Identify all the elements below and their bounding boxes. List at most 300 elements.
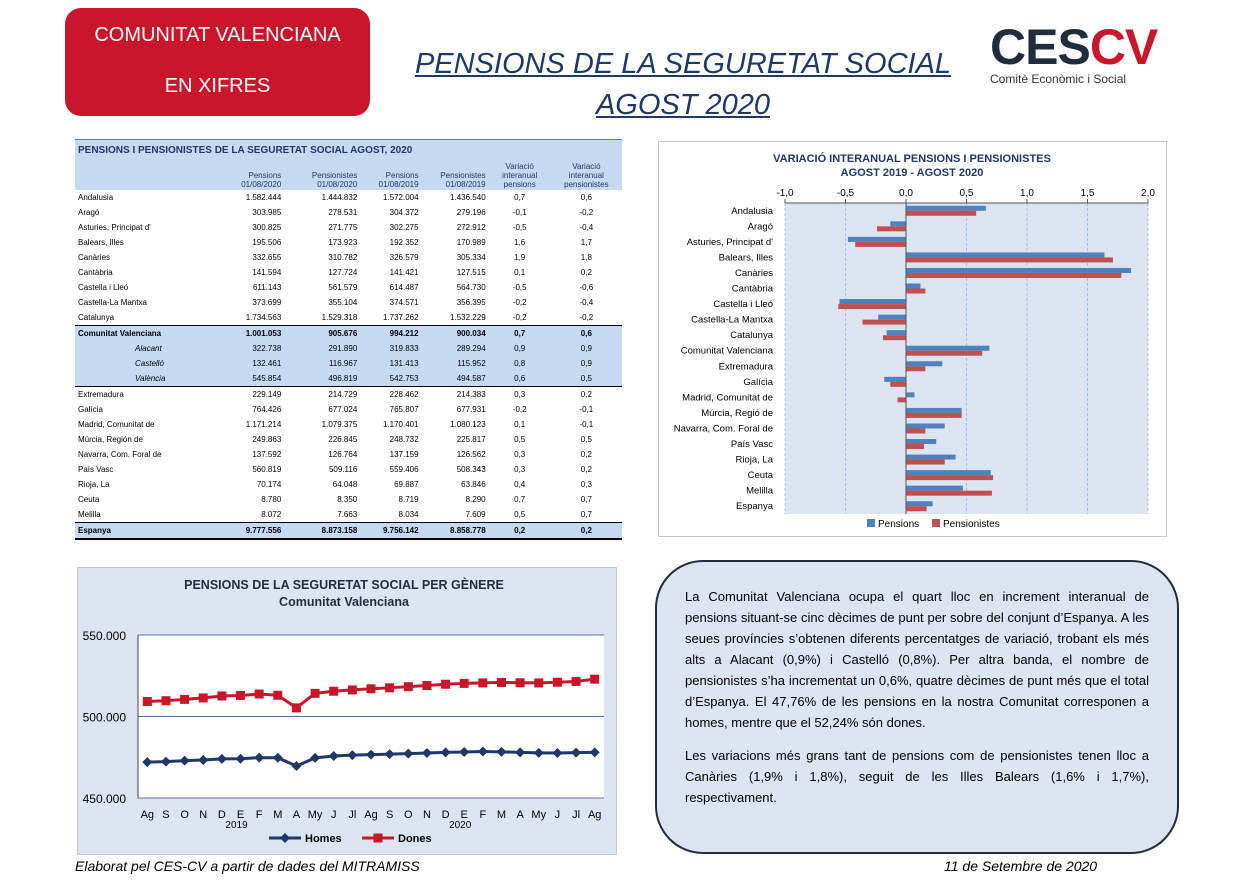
table-cell: 127.515 [456, 268, 486, 277]
data-point [180, 695, 189, 704]
table-header-cell [75, 161, 224, 190]
table-cell: 677.931 [456, 405, 486, 414]
table-cell: 0,6 [489, 371, 551, 387]
bar-pensionistes [906, 273, 1121, 278]
bar-pensions [906, 501, 933, 506]
table-cell: 0,5 [580, 435, 592, 444]
chart-subtitle: AGOST 2019 - AGOST 2020 [840, 167, 984, 179]
table-cell: 374.571 [389, 298, 419, 307]
table-cell: 1.582.444 [245, 193, 282, 202]
category-label: País Vasc [730, 439, 773, 451]
x-tick-label: S [385, 809, 394, 821]
bar-pensions [906, 439, 936, 444]
table-cell: 356.395 [456, 298, 486, 307]
x-tick-label: D [441, 809, 450, 821]
bar-pensionistes [906, 444, 924, 449]
x-tick-label: N [422, 809, 431, 821]
table-cell: -0,5 [512, 223, 527, 232]
table-cell: 9.756.142 [360, 523, 421, 540]
data-point [367, 684, 376, 693]
table-cell: 1.079.375 [321, 420, 358, 429]
table-cell: 278.531 [328, 208, 358, 217]
table-row [75, 402, 622, 417]
table-cell: 1.734.563 [245, 313, 282, 322]
badge-line-2: EN XIFRES [164, 75, 271, 97]
chart-title: VARIACIÓ INTERANUAL PENSIONS I PENSIONISTES [773, 153, 1051, 165]
y-tick-label: 450.000 [82, 792, 126, 806]
table-cell: 1.001.053 [224, 326, 284, 342]
x-tick-label: F [479, 809, 487, 821]
table-cell: 0,8 [489, 356, 551, 371]
table-cell: -0,1 [579, 405, 594, 414]
table-cell: 0,7 [489, 326, 551, 342]
table-cell: 7.663 [337, 510, 358, 519]
table-cell: 8.034 [398, 510, 419, 519]
bar-pensions [906, 392, 914, 397]
table-cell: 141.421 [389, 268, 419, 277]
table-cell: -0,2 [512, 298, 527, 307]
table-cell: 0,5 [514, 510, 526, 519]
bar-pensionistes [906, 475, 993, 480]
logo-cv: CV [1089, 19, 1158, 75]
x-tick-label: S [162, 809, 170, 821]
table-row [75, 205, 622, 220]
legend-swatch [867, 519, 875, 527]
badge-line-1: COMUNITAT VALENCIANA [94, 24, 341, 46]
table-row [75, 523, 622, 540]
bar-pensionistes [890, 382, 906, 387]
table-cell: 279.196 [456, 208, 486, 217]
table-cell: -0,2 [579, 313, 594, 322]
table-cell: 302.275 [389, 223, 419, 232]
bar-pensions [906, 423, 945, 428]
data-point [329, 687, 338, 696]
category-label: Andalusia [731, 205, 773, 217]
logo-subtitle: Comitè Econòmic i Social [990, 72, 1127, 86]
table-cell: 0,2 [580, 465, 592, 474]
bar-pensions [848, 237, 906, 242]
pensions-data-table [75, 161, 622, 540]
table-cell: 225.817 [456, 435, 486, 444]
table-row [75, 280, 622, 295]
table-cell: -0,4 [579, 223, 594, 232]
row-label: Galícia [78, 405, 103, 414]
x-tick-label: N [199, 809, 208, 821]
table-cell: 0,2 [551, 387, 622, 403]
title-line-1: PENSIONS DE LA SEGURETAT SOCIAL [414, 48, 952, 80]
table-cell: 192.352 [389, 238, 419, 247]
table-cell: 564.730 [456, 283, 486, 292]
table-cell: 545.854 [224, 371, 284, 387]
bar-pensionistes [906, 428, 925, 433]
pensions-table [75, 139, 622, 540]
row-label: Extremadura [75, 387, 224, 403]
table-cell: 304.372 [389, 208, 419, 217]
y-tick-label: 550.000 [82, 629, 126, 643]
table-row [75, 265, 622, 280]
table-cell: 127.724 [328, 268, 358, 277]
year-label: 2019 [225, 820, 248, 831]
table-row [75, 462, 622, 477]
x-tick-label: Ag [587, 809, 602, 821]
x-tick-label: -0,5 [836, 188, 855, 199]
table-cell: 1.171.214 [245, 420, 282, 429]
table-cell: 195.506 [252, 238, 282, 247]
table-cell: 9.777.556 [224, 523, 284, 540]
table-cell: 373.699 [252, 298, 282, 307]
data-point [143, 697, 152, 706]
table-cell: 494.587 [422, 371, 489, 387]
table-header-cell: Pensionistes 01/08/2020 [284, 161, 360, 190]
table-cell: 8.072 [261, 510, 282, 519]
table-cell: 0,7 [580, 495, 592, 504]
table-cell: -0,2 [512, 405, 527, 414]
row-label: Asturies, Principat d' [78, 223, 151, 232]
legend-label: Homes [305, 833, 342, 845]
legend-label: Pensions [878, 519, 920, 530]
bar-pensions [878, 315, 906, 320]
x-tick-label: 0,5 [959, 188, 974, 199]
table-header-cell: Pensionistes 01/08/2019 [422, 161, 489, 190]
table-cell: 310.782 [328, 253, 358, 262]
table-cell: 8.290 [465, 495, 486, 504]
table-cell: 300.825 [252, 223, 282, 232]
x-tick-label: Ag [364, 809, 378, 821]
x-tick-label: J [554, 809, 561, 821]
bar-pensions [884, 377, 906, 382]
table-cell: 559.406 [389, 465, 419, 474]
table-row [75, 190, 622, 205]
row-label: Balears, Illes [78, 238, 124, 247]
table-cell: 8.858.778 [422, 523, 489, 540]
data-point [217, 691, 226, 700]
table-cell: 70.174 [256, 480, 282, 489]
table-cell: 126.562 [456, 450, 486, 459]
y-tick-label: 500.000 [82, 710, 126, 725]
bar-pensions [906, 470, 991, 475]
summary-textbox [655, 560, 1179, 854]
category-label: Castella-La Mantxa [691, 314, 773, 326]
table-cell: 0,1 [514, 268, 526, 277]
table-cell: 115.952 [422, 356, 489, 371]
row-label: Melilla [78, 510, 101, 519]
data-point [590, 675, 599, 684]
table-cell: 141.594 [252, 268, 282, 277]
x-tick-label: Ag [140, 809, 155, 821]
data-point [534, 678, 543, 687]
data-point [441, 680, 450, 689]
category-label: Asturies, Principat d' [686, 236, 773, 248]
table-row [75, 492, 622, 507]
data-point [199, 693, 208, 702]
data-point [292, 703, 301, 712]
table-cell: -0,2 [512, 313, 527, 322]
table-cell: 0,2 [489, 523, 551, 540]
table-row [75, 326, 622, 342]
table-cell: 248.732 [389, 435, 419, 444]
data-point [460, 679, 469, 688]
row-label: València [75, 371, 224, 387]
data-point [478, 678, 487, 687]
bar-pensions [906, 408, 962, 413]
year-label: 2020 [449, 820, 472, 831]
variation-bar-chart-svg [659, 142, 1166, 536]
table-row [75, 477, 622, 492]
table-cell: 64.048 [332, 480, 358, 489]
bar-pensionistes [862, 320, 906, 325]
table-cell: 126.764 [328, 450, 358, 459]
table-cell: 8.350 [337, 495, 358, 504]
x-tick-label: -1,0 [776, 188, 794, 199]
gender-line-chart-svg [78, 568, 616, 854]
table-cell: 0,2 [551, 523, 622, 540]
table-cell: 905.676 [284, 326, 360, 342]
data-point [516, 678, 525, 687]
bar-pensions [839, 299, 906, 304]
table-row [75, 447, 622, 462]
bar-pensionistes [855, 242, 906, 247]
bar-pensions [906, 252, 1104, 257]
table-cell: 0,2 [580, 268, 592, 277]
data-point [255, 690, 264, 699]
table-cell: 1.737.262 [382, 313, 419, 322]
table-cell: 226.845 [328, 435, 358, 444]
data-point [311, 689, 320, 698]
bar-pensionistes [877, 226, 906, 231]
bar-pensionistes [906, 491, 992, 496]
x-tick-label: A [516, 809, 524, 821]
table-cell: -0,5 [512, 283, 527, 292]
x-tick-label: 2,0 [1141, 188, 1155, 199]
legend-label: Pensionistes [943, 519, 1000, 530]
table-cell: 1,8 [580, 253, 592, 262]
x-tick-label: My [307, 809, 323, 821]
x-tick-label: O [403, 809, 413, 821]
bar-pensions [906, 455, 956, 460]
table-row [75, 235, 622, 250]
table-cell: 116.967 [284, 356, 360, 371]
x-tick-label: M [496, 809, 507, 821]
table-cell: 0,3 [580, 480, 592, 489]
table-cell: 8.780 [261, 495, 282, 504]
table-cell: 765.807 [389, 405, 419, 414]
row-label: Cantàbria [78, 268, 113, 277]
table-cell: 677.024 [328, 405, 358, 414]
x-tick-label: A [292, 809, 301, 821]
row-label: Navarra, Com. Foral de [78, 450, 162, 459]
table-cell: 1.444.832 [321, 193, 358, 202]
table-row [75, 432, 622, 447]
legend-swatch [932, 519, 940, 527]
row-label: Canàries [78, 253, 111, 262]
variation-bar-chart [658, 141, 1167, 537]
bar-pensionistes [906, 413, 962, 418]
category-label: Navarra, Com. Foral de [673, 423, 773, 435]
table-cell: -0,6 [579, 283, 594, 292]
table-cell: 0,2 [580, 450, 592, 459]
category-label: Espanya [736, 501, 773, 513]
data-point [348, 685, 357, 694]
row-label: Espanya [75, 523, 224, 540]
data-point [273, 691, 282, 700]
table-cell: 0,5 [514, 435, 526, 444]
table-row [75, 310, 622, 326]
bar-pensionistes [906, 506, 927, 511]
table-cell: 0,9 [551, 341, 622, 356]
table-cell: 900.034 [422, 326, 489, 342]
page-title [400, 44, 966, 126]
bar-pensionistes [883, 335, 906, 340]
table-cell: 170.989 [456, 238, 486, 247]
table-header-cell: Variació interanual pensions [489, 161, 551, 190]
table-cell: 7.609 [465, 510, 486, 519]
table-title: PENSIONS I PENSIONISTES DE LA SEGURETAT SOCIAL AGOST, 2020 [75, 139, 622, 161]
table-cell: 249.863 [252, 435, 282, 444]
table-cell: 1,6 [514, 238, 526, 247]
table-cell: 291.890 [284, 341, 360, 356]
table-cell: 0,3 [514, 465, 526, 474]
bar-pensionistes [906, 366, 925, 371]
bar-pensionistes [906, 257, 1113, 262]
category-label: Rioja, La [735, 454, 773, 466]
chart-subtitle: Comunitat Valenciana [279, 595, 409, 609]
row-label: Castelló [75, 356, 224, 371]
table-cell: 0,6 [551, 326, 622, 342]
table-cell: 508.343 [456, 465, 486, 474]
x-tick-label: F [255, 809, 263, 821]
table-cell: 1,7 [580, 238, 592, 247]
table-row [75, 356, 622, 371]
table-cell: 8.719 [398, 495, 419, 504]
row-label: Múrcia, Región de [78, 435, 143, 444]
table-cell: 561.579 [328, 283, 358, 292]
row-label: País Vasc [78, 465, 114, 474]
table-header-cell: Pensions 01/08/2019 [360, 161, 421, 190]
legend-marker [374, 834, 383, 843]
bar-pensionistes [906, 351, 982, 356]
x-tick-label: 1,0 [1020, 188, 1034, 199]
table-header-cell: Variació interanual pensionistes [551, 161, 622, 190]
table-cell: 332.655 [252, 253, 282, 262]
table-header-cell: Pensions 01/08/2020 [224, 161, 284, 190]
table-cell: 1.532.229 [450, 313, 486, 322]
bar-pensionistes [906, 211, 976, 216]
table-cell: 611.143 [252, 283, 282, 292]
title-line-2: AGOST 2020 [595, 89, 771, 121]
category-label: Comunitat Valenciana [680, 345, 773, 357]
x-tick-label: Jl [348, 809, 357, 821]
table-cell: 303.985 [252, 208, 282, 217]
category-label: Melilla [746, 485, 773, 497]
chart-title: PENSIONS DE LA SEGURETAT SOCIAL PER GÈNERE [184, 578, 504, 592]
row-label: Aragó [78, 208, 100, 217]
x-tick-label: My [531, 809, 547, 821]
table-cell: 271.775 [328, 223, 358, 232]
table-cell: 764.426 [252, 405, 282, 414]
bar-pensionistes [838, 304, 906, 309]
table-cell: 272.912 [456, 223, 486, 232]
table-cell: 1.436.540 [450, 193, 486, 202]
table-cell: 0,7 [514, 495, 526, 504]
cescv-logo [990, 20, 1160, 90]
table-cell: 137.592 [252, 450, 282, 459]
table-row [75, 507, 622, 523]
table-row [75, 341, 622, 356]
x-tick-label: D [217, 809, 226, 821]
bar-pensions [906, 346, 989, 351]
table-header-row [75, 161, 622, 190]
row-label: Castella-La Mantxa [78, 298, 147, 307]
table-cell: 1,9 [514, 253, 526, 262]
row-label: Comunitat Valenciana [75, 326, 224, 342]
table-cell: 305.334 [456, 253, 486, 262]
x-tick-label: O [180, 809, 189, 821]
table-cell: -0,1 [579, 420, 594, 429]
table-cell: 319.833 [360, 341, 421, 356]
footer-source: Elaborat pel CES-CV a partir de dades del MITRAMISS [75, 858, 420, 874]
x-tick-label: E [460, 809, 468, 821]
table-cell: 994.212 [360, 326, 421, 342]
table-cell: 173.923 [328, 238, 358, 247]
x-tick-label: E [236, 809, 245, 821]
table-cell: 509.116 [328, 465, 358, 474]
table-cell: 0,4 [514, 480, 526, 489]
table-row [75, 295, 622, 310]
data-point [497, 678, 506, 687]
gender-line-chart [77, 567, 617, 855]
logo-ces: CES [990, 19, 1090, 75]
table-cell: 229.149 [224, 387, 284, 403]
table-cell: 228.462 [360, 387, 421, 403]
table-cell: 1.080.123 [450, 420, 486, 429]
category-label: Catalunya [730, 330, 773, 342]
category-label: Balears, Illes [718, 252, 773, 264]
data-point [553, 678, 562, 687]
table-cell: 0,3 [489, 387, 551, 403]
x-tick-label: 1,5 [1080, 188, 1095, 199]
category-label: Ceuta [747, 470, 773, 482]
table-cell: 63.846 [461, 480, 486, 489]
bar-pensions [906, 284, 921, 289]
row-label: Madrid, Comunitat de [78, 420, 155, 429]
row-label: Castella i Lleó [78, 283, 129, 292]
bar-pensions [906, 361, 942, 366]
table-cell: 0,6 [580, 193, 592, 202]
table-cell: 1.572.004 [382, 193, 419, 202]
table-cell: 289.294 [422, 341, 489, 356]
table-cell: 69.887 [394, 480, 419, 489]
data-point [385, 683, 394, 692]
table-row [75, 387, 622, 403]
footer-date: 11 de Setembre de 2020 [944, 858, 1098, 874]
table-cell: 560.819 [252, 465, 282, 474]
row-label: Catalunya [78, 313, 115, 322]
table-cell: 322.738 [224, 341, 284, 356]
table-cell: 496.819 [284, 371, 360, 387]
bar-pensions [890, 221, 906, 226]
x-tick-label: Jl [572, 809, 581, 821]
bar-pensionistes [906, 289, 925, 294]
x-tick-label: M [273, 809, 283, 821]
category-label: Cantàbria [731, 283, 773, 295]
table-cell: 131.413 [360, 356, 421, 371]
summary-paragraph-2: Les variacions més grans tant de pensions com de pensionistes tenen lloc a Canàries (1,9% i 1,8%), seguit de les Illes Balears (1,6% i 1,7%), respectivament. [685, 748, 1149, 805]
x-tick-label: J [330, 809, 337, 821]
bar-pensionistes [906, 460, 945, 465]
bar-pensions [906, 486, 963, 491]
table-cell: 1.529.318 [321, 313, 358, 322]
row-label: Alacant [75, 341, 224, 356]
